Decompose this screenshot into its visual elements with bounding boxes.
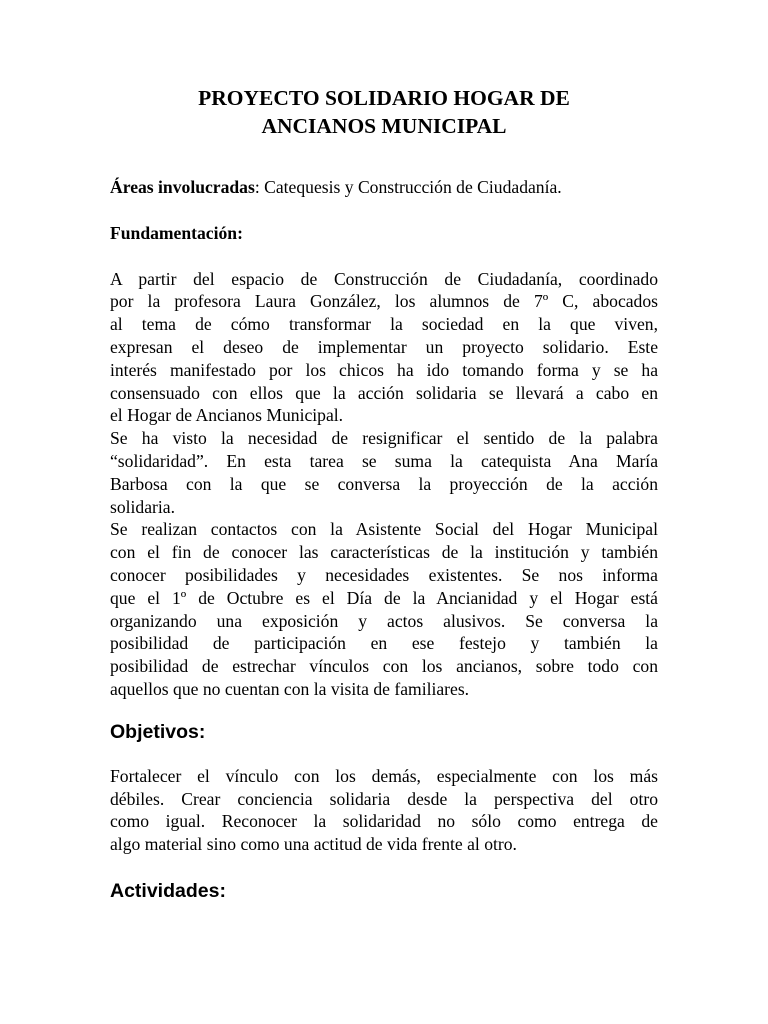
actividades-heading: Actividades:	[110, 879, 226, 902]
fundamentacion-line: el Hogar de Ancianos Municipal.	[110, 405, 344, 426]
fundamentacion-line: aquellos que no cuentan con la visita de familiares.	[110, 678, 470, 699]
areas-paragraph	[110, 176, 658, 199]
fundamentacion-line: expresan el deseo de implementar un proyecto solidario. Este	[110, 336, 658, 357]
fundamentacion-line: organizando una exposición y actos alusivos. Se conversa la	[110, 610, 658, 631]
fundamentacion-body	[110, 268, 658, 701]
objetivos-line: como igual. Reconocer la solidaridad no sólo como entrega de	[110, 811, 658, 832]
document-page	[110, 84, 658, 904]
objetivos-heading: Objetivos:	[110, 720, 206, 743]
fundamentacion-line: interés manifestado por los chicos ha ido tomando forma y se ha	[110, 359, 658, 380]
objetivos-line: débiles. Crear conciencia solidaria desde la perspectiva del otro	[110, 788, 658, 809]
fundamentacion-line: solidaria.	[110, 496, 175, 517]
fundamentacion-line: por la profesora Laura González, los alumnos de 7º C, abocados	[110, 291, 658, 312]
fundamentacion-line: A partir del espacio de Construcción de Ciudadanía, coordinado	[110, 268, 658, 289]
areas-value: : Catequesis y Construcción de Ciudadanía.	[254, 177, 562, 197]
fundamentacion-line: posibilidad de estrechar vínculos con los ancianos, sobre todo con	[110, 656, 658, 677]
fundamentacion-line: Se realizan contactos con la Asistente Social del Hogar Municipal	[110, 519, 658, 540]
title-line-2: ANCIANOS MUNICIPAL	[261, 114, 507, 138]
fundamentacion-line: “solidaridad”. En esta tarea se suma la catequista Ana María	[110, 450, 658, 471]
fundamentacion-line: al tema de cómo transformar la sociedad en la que viven,	[110, 314, 658, 335]
areas-label: Áreas involucradas	[110, 177, 255, 197]
fundamentacion-line: que el 1º de Octubre es el Día de la Ancianidad y el Hogar está	[110, 587, 658, 608]
fundamentacion-line: con el fin de conocer las características de la institución y también	[110, 542, 658, 563]
document-title	[110, 84, 658, 140]
fundamentacion-line: consensuado con ellos que la acción solidaria se llevará a cabo en	[110, 382, 658, 403]
objetivos-line: algo material sino como una actitud de vida frente al otro.	[110, 834, 517, 855]
title-line-1: PROYECTO SOLIDARIO HOGAR DE	[198, 86, 570, 110]
fundamentacion-line: conocer posibilidades y necesidades existentes. Se nos informa	[110, 564, 658, 585]
fundamentacion-line: Barbosa con la que se conversa la proyección de la acción	[110, 473, 658, 494]
fundamentacion-heading: Fundamentación:	[110, 222, 243, 243]
fundamentacion-line: Se ha visto la necesidad de resignificar el sentido de la palabra	[110, 428, 658, 449]
fundamentacion-line: posibilidad de participación en ese festejo y también la	[110, 633, 658, 654]
objetivos-body	[110, 765, 658, 856]
objetivos-line: Fortalecer el vínculo con los demás, especialmente con los más	[110, 765, 658, 786]
